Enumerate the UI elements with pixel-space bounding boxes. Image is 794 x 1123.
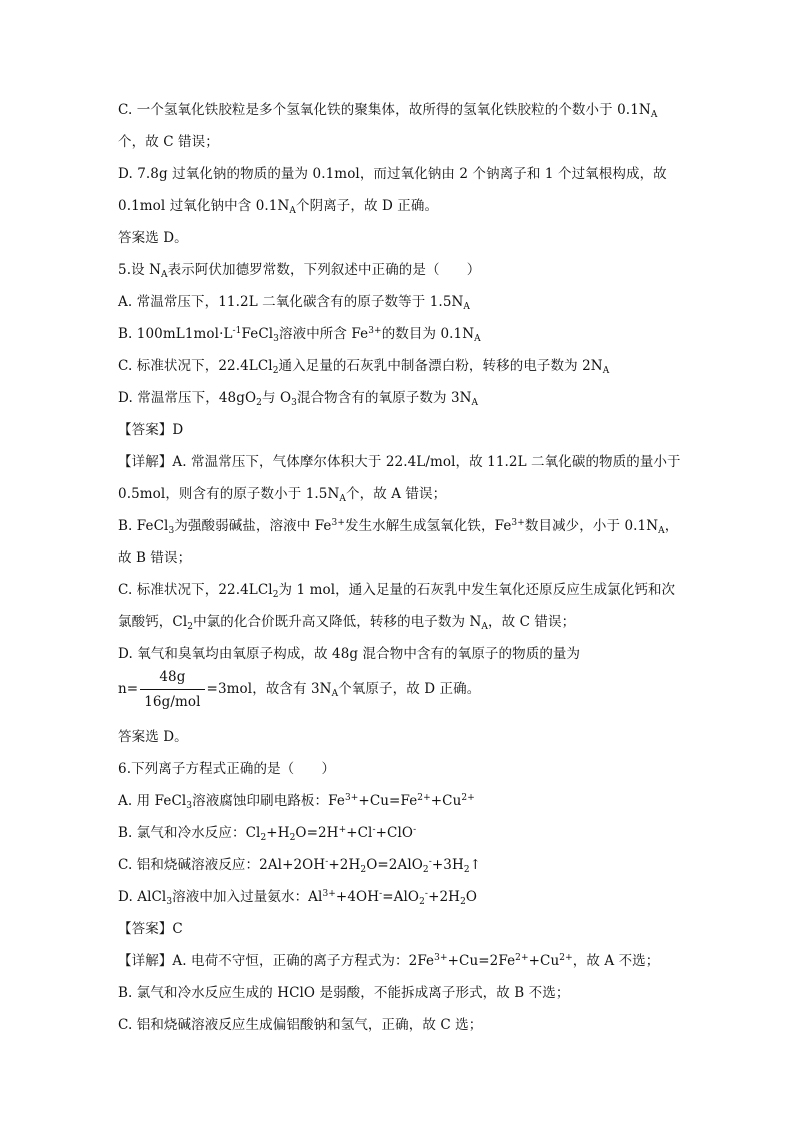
text-line: 个，故 C 错误； <box>118 134 219 150</box>
question-6-answer: 【答案】C <box>118 921 183 937</box>
question-6-option-a: A. 用 FeCl$_3$溶液腐蚀印刷电路板：$Fe^{3+}+Cu=Fe^{2+}+Cu^{2+}$ <box>118 793 475 811</box>
explanation-line: 【详解】A. 电荷不守恒，正确的离子方程式为：$2Fe^{3+}+Cu=2Fe^{2+}+Cu^{2+}$，故 A 不选； <box>118 953 660 969</box>
explanation-line: 故 B 错误； <box>118 550 192 566</box>
question-6-option-b: B. 氯气和冷水反应：$Cl_2+H_2O=2H^++Cl^-+ClO^-$ <box>118 825 417 843</box>
answer-line: 答案选 D。 <box>118 230 188 246</box>
explanation-line: B. 氯气和冷水反应生成的 HClO 是弱酸，不能拆成离子形式，故 B 不选； <box>118 985 570 1001</box>
question-5-option-d: D. 常温常压下，$48gO_2$与 $O_3$混合物含有的氧原子数为 $3N_A$ <box>118 390 479 408</box>
question-5-answer: 【答案】D <box>118 422 184 438</box>
text-line: D. 7.8g 过氧化钠的物质的量为 0.1mol，而过氧化钠由 2 个钠离子和 1 个过氧根构成，故 <box>118 166 667 182</box>
question-5-option-a: A. 常温常压下，11.2L 二氧化碳含有的原子数等于 $1.5N_A$ <box>118 294 471 312</box>
question-6-option-c: C. 铝和烧碱溶液反应：$2Al+2OH^-+2H_2O=2AlO_2^-+3H_2↑$ <box>118 857 482 875</box>
explanation-line: 氯酸钙，$Cl_2$中氯的化合价既升高又降低，转移的电子数为 $N_A$，故 C 错误； <box>118 614 576 632</box>
text-line: C. 一个氢氧化铁胶粒是多个氢氧化铁的聚集体，故所得的氢氧化铁胶粒的个数小于 $0.1N_A$ <box>118 102 658 120</box>
explanation-line: 【详解】A. 常温常压下，气体摩尔体积大于 22.4L/mol，故 11.2L 二氧化碳的物质的量小于 <box>118 454 681 470</box>
fraction: $\frac{48g}{\text{16g/mol}}$ <box>140 667 204 712</box>
answer-line: 答案选 D。 <box>118 729 188 745</box>
text-line: 0.1mol 过氧化钠中含 $0.1N_A$个阴离子，故 D 正确。 <box>118 198 439 216</box>
explanation-line: C. 标准状况下，22.4LCl$_2$为 1 mol，通入足量的石灰乳中发生氧化还原反应生成氯化钙和次 <box>118 582 676 600</box>
explanation-line: D. 氧气和臭氧均由氧原子构成，故 48g 混合物中含有的氧原子的物质的量为 <box>118 646 581 662</box>
question-5-stem: 5.设 $N_A$表示阿伏加德罗常数，下列叙述中正确的是（ ） <box>118 262 481 280</box>
explanation-line: 0.5mol，则含有的原子数小于 $1.5N_A$个，故 A 错误； <box>118 486 447 504</box>
question-6-stem: 6.下列离子方程式正确的是（ ） <box>118 761 336 777</box>
explanation-line: C. 铝和烧碱溶液反应生成偏铝酸钠和氢气，正确，故 C 选； <box>118 1017 483 1033</box>
question-5-option-c: C. 标准状况下，22.4LCl$_2$通入足量的石灰乳中制备漂白粉，转移的电子数为 $2N_A$ <box>118 358 610 376</box>
explanation-line: B. FeCl$_3$为强酸弱碱盐，溶液中 $Fe^{3+}$发生水解生成氢氧化铁，$Fe^{3+}$数目减少，小于 $0.1N_A$， <box>118 518 679 536</box>
question-6-option-d: D. AlCl$_3$溶液中加入过量氨水：$Al^{3+}+4OH^-=AlO_2^-+2H_2O$ <box>118 889 478 907</box>
fraction-equation: n= $\frac{48g}{\text{16g/mol}}$ =3mol，故含有 $3N_A$个氧原子，故 D 正确。 <box>118 669 481 710</box>
question-5-option-b: B. $100mL1mol\cdot L^{-1}FeCl_3$溶液中所含 $Fe^{3+}$的数目为 $0.1N_A$ <box>118 326 481 344</box>
